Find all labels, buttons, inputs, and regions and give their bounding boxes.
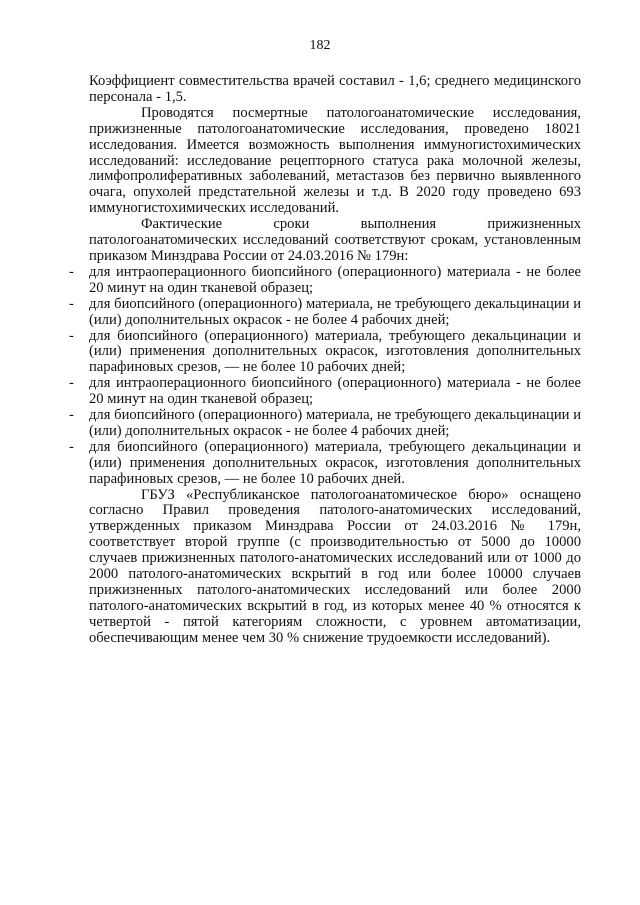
list-item-text: для биопсийного (операционного) материала, требующего декальцинации и (или) применения дополнительных окрасок, изготовления дополнительных парафиновых срезов, — не более 10 рабочих дней; [89,327,581,376]
list-item [69,327,581,377]
list-dash: - [69,327,74,344]
list-item [69,295,581,329]
document-body [69,73,581,647]
list-item [69,375,581,408]
list-item [69,438,581,488]
list-item [69,263,581,297]
list-item-text: для интраоперационного биопсийного (операционного) материала - не более 20 минут на один тканевой образец; [89,375,581,408]
list-dash: - [69,263,74,280]
list-item-text: для интраоперационного биопсийного (операционного) материала - не более 20 минут на один тканевой образец; [89,263,581,296]
paragraph-bureau-equipment: ГБУЗ «Республиканское патологоанатомическое бюро» оснащено согласно Правил проведения патолого-анатомических исследований, утвержденных приказом Минздрава России от 24.03.2016 № 179н, соответствует второй группе (с производительностью от 5000 до 10000 случаев прижизненных патолого-анатомических исследований или от 1000 до 2000 патолого-анатомических вскрытий в год или более 10000 случаев прижизненных патолого-анатомических исследований или более 2000 патолого-анатомических вскрытий в год, из которых менее 40 % относятся к четвертой - пятой категориям сложности, с уровнем автоматизации, обеспечивающим менее чем 30 % снижение трудоемкости исследований). [89,486,581,646]
list-item-text: для биопсийного (операционного) материала, не требующего декальцинации и (или) дополнительных окрасок - не более 4 рабочих дней; [89,295,581,328]
list-item-text: для биопсийного (операционного) материала, не требующего декальцинации и (или) дополнительных окрасок - не более 4 рабочих дней; [89,407,581,439]
list-dash: - [69,375,74,392]
list-item [69,407,581,440]
list-item-text: для биопсийного (операционного) материала, требующего декальцинации и (или) применения дополнительных окрасок, изготовления дополнительных парафиновых срезов, — не более 10 рабочих дней. [89,438,581,487]
paragraph-research-types: Проводятся посмертные патологоанатомические исследования, прижизненные патологоанатомические исследования, проведено 18021 исследования. Имеется возможность выполнения иммуногистохимических исследований: исследование рецепторного статуса рака молочной железы, лимфопролиферативных заболеваний, метастазов без первично выявленного очага, опухолей предстательной железы и т.д. В 2020 году проведено 693 иммуногистохимических исследований. [89,104,581,217]
paragraph-staffing-coefficient: Коэффициент совместительства врачей составил - 1,6; среднего медицинского персонала - 1,5. [89,73,581,105]
deadline-list [69,263,581,488]
list-dash: - [69,438,74,455]
page-number: 182 [309,38,331,53]
list-dash: - [69,407,74,424]
paragraph-actual-deadlines: Фактические сроки выполнения прижизненных патологоанатомических исследований соответствуют срокам, установленным приказом Минздрава России от 24.03.2016 № 179н: [89,216,581,264]
list-dash: - [69,295,74,312]
